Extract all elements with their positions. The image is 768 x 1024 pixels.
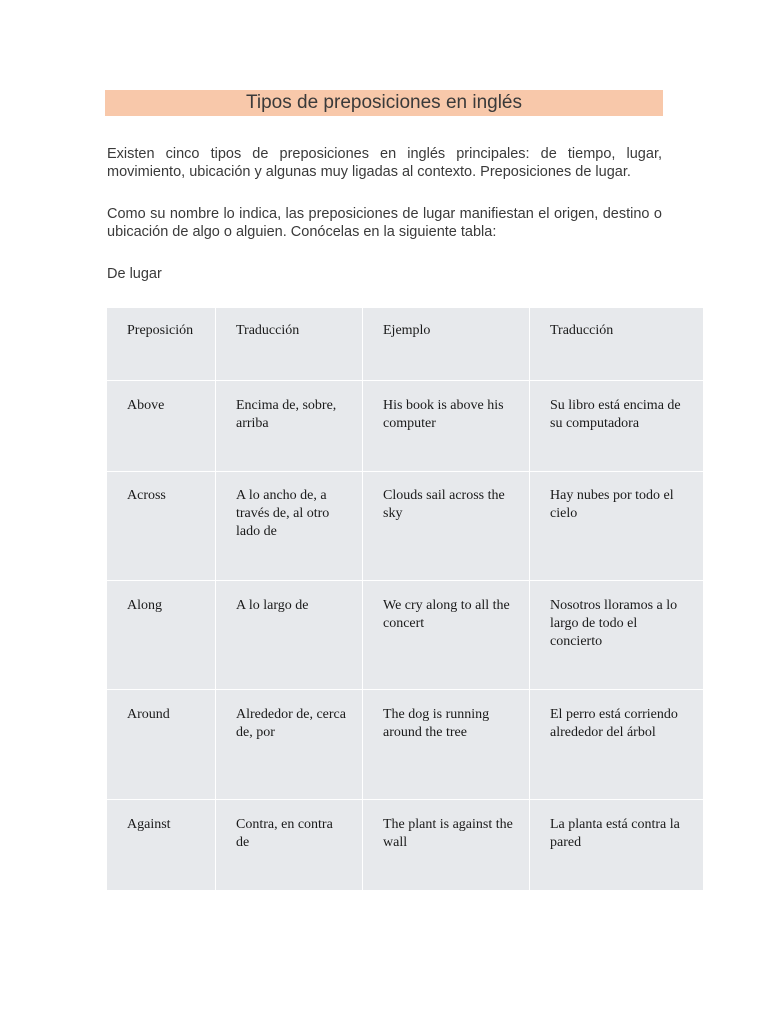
table-header-row [107,308,704,381]
table-cell: Above [107,381,216,472]
table-cell: Su libro está encima de su computadora [530,381,704,472]
intro-paragraph: Existen cinco tipos de preposiciones en inglés principales: de tiempo, lugar, movimiento, ubicación y algunas muy ligadas al contexto. Preposiciones de lugar. [107,146,662,180]
table-cell: The dog is running around the tree [363,690,530,800]
table-cell: We cry along to all the concert [363,581,530,690]
header-cell: Traducción [530,308,704,381]
description-paragraph: Como su nombre lo indica, las preposiciones de lugar manifiestan el origen, destino o ubicación de algo o alguien. Conócelas en la siguiente tabla: [107,206,662,240]
table-cell: Encima de, sobre, arriba [216,381,363,472]
table-cell: Clouds sail across the sky [363,472,530,581]
table-cell: His book is above his computer [363,381,530,472]
table-cell: A lo ancho de, a través de, al otro lado de [216,472,363,581]
table-cell: Around [107,690,216,800]
prepositions-table [106,307,704,891]
table-cell: Along [107,581,216,690]
table-cell: Across [107,472,216,581]
table-cell: Hay nubes por todo el cielo [530,472,704,581]
table-row [107,381,704,472]
table-cell: Against [107,800,216,891]
table-cell: El perro está corriendo alrededor del árbol [530,690,704,800]
header-cell: Ejemplo [363,308,530,381]
table-row [107,472,704,581]
table-row [107,800,704,891]
table-cell: A lo largo de [216,581,363,690]
table-cell: The plant is against the wall [363,800,530,891]
header-cell: Preposición [107,308,216,381]
table-row [107,581,704,690]
table-cell: Nosotros lloramos a lo largo de todo el concierto [530,581,704,690]
document-title: Tipos de preposiciones en inglés [105,90,663,116]
section-heading: De lugar [107,266,162,282]
header-cell: Traducción [216,308,363,381]
table-cell: Alrededor de, cerca de, por [216,690,363,800]
table-cell: Contra, en contra de [216,800,363,891]
table-cell: La planta está contra la pared [530,800,704,891]
table-row [107,690,704,800]
